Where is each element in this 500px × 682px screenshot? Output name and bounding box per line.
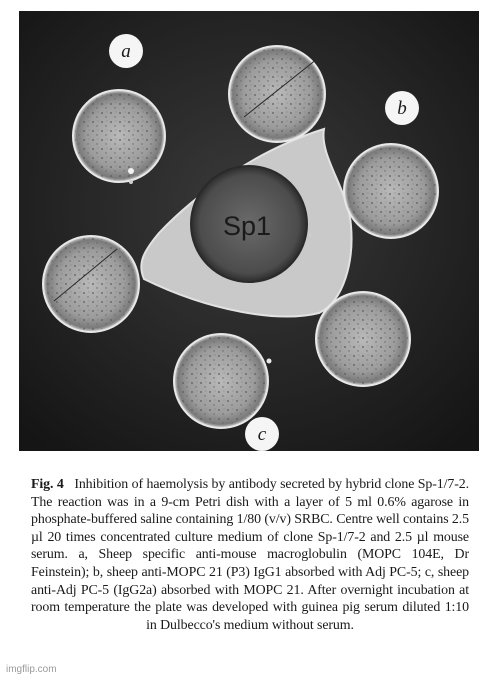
centre-well [191,166,307,282]
label-b: b [397,98,407,119]
label-c-marker [245,417,279,451]
centre-well-label: Sp1 [222,211,272,241]
watermark: imgflip.com [6,664,57,675]
label-b-marker [385,91,419,125]
label-c: c [257,424,267,445]
well-right-lower [316,292,410,386]
well-b [344,144,438,238]
well-left [43,236,139,332]
well-a [73,90,165,182]
well-top-center [229,46,325,142]
figure-caption-text: Inhibition of haemolysis by antibody secreted by hybrid clone Sp-1/7-2. The reaction was in a 9-cm Petri dish with a layer of 5 ml 0.6% agarose in phosphate-buffered saline containing 1/80 (v/v) SRBC. Centre well contains 2.5 µl 20 times concentrated culture medium of clone Sp-1/7-2 and 2.5 µl mouse serum. a, Sheep specific anti-mouse macroglobulin (MOPC 104E, Dr Feinstein); b, sheep anti-MOPC 21 (P3) IgG1 absorbed with Adj PC-5; c, sheep anti-Adj PC-5 (IgG2a) absorbed with MOPC 21. After overnight incubation at room temperature the plate was developed with guinea pig serum diluted 1:10 in Dulbecco's medium without serum. [31,477,469,633]
figure-caption [31,476,469,634]
label-a: a [121,41,131,62]
label-a-marker [109,34,143,68]
well-c [174,334,268,428]
figure-label: Fig. 4 [31,477,64,492]
petri-dish-photograph [19,11,479,451]
